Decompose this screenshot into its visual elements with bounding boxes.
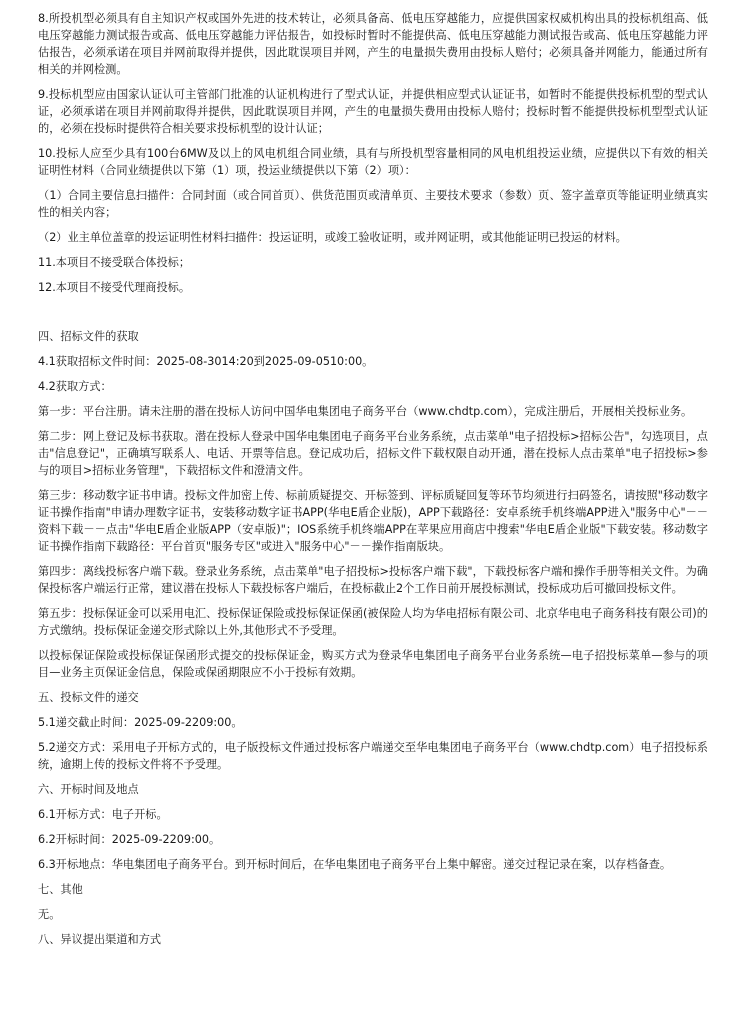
- section-4-step-5: 第五步：投标保证金可以采用电汇、投标保证保险或投标保证保函(被保险人均为华电招标有限公司、北京华电电子商务科技有限公司)的方式缴纳。投标保证金递交形式除以上外,其他形式不予受理。: [38, 607, 708, 637]
- section-5-item-2: 5.2递交方式：采用电子开标方式的，电子版投标文件通过投标客户端递交至华电集团电子商务平台（www.chdtp.com）电子招投标系统，逾期上传的投标文件将不予受理。: [38, 741, 708, 771]
- section-4-step-4: 第四步：离线投标客户端下载。登录业务系统，点击菜单"电子招投标>投标客户端下载"，下载投标客户端和操作手册等相关文件。为确保投标客户端运行正常，建议潜在投标人下载投标客户端后，在投标截止2个工作日前开展投标测试，投标成功后可撤回投标文件。: [38, 565, 708, 595]
- section-6-item-2: 6.2开标时间：2025-09-2209:00。: [38, 833, 221, 846]
- section-gap: [38, 304, 708, 328]
- section-6-item-1: 6.1开标方式：电子开标。: [38, 808, 168, 821]
- clause-10-item-2: （2）业主单位盖章的投运证明性材料扫描件：投运证明，或竣工验收证明，或并网证明，或其他能证明已投运的材料。: [38, 231, 627, 244]
- section-4-step-1: 第一步：平台注册。请未注册的潜在投标人访问中国华电集团电子商务平台（www.chdtp.com），完成注册后，开展相关投标业务。: [38, 405, 693, 418]
- section-4-step-2: 第二步：网上登记及标书获取。潜在投标人登录中国华电集团电子商务平台业务系统，点击菜单"电子招投标>招标公告"，勾选项目，点击"信息登记"，正确填写联系人、电话、开票等信息。登记成功后，招标文件下载权限自动开通，潜在投标人点击菜单"电子招投标>参与的项目>招标业务管理"，下载招标文件和澄清文件。: [38, 430, 708, 477]
- section-8-heading: 八、异议提出渠道和方式: [38, 933, 162, 946]
- section-4-item-1: 4.1获取招标文件时间：2025-08-3014:20到2025-09-0510:00。: [38, 355, 374, 368]
- clause-10-item-1: （1）合同主要信息扫描件：合同封面（或合同首页）、供货范围页或清单页、主要技术要求（参数）页、签字盖章页等能证明业绩真实性的相关内容；: [38, 189, 708, 219]
- section-4-step-3: 第三步：移动数字证书申请。投标文件加密上传、标前质疑提交、开标签到、评标质疑回复等环节均须进行扫码签名，请按照"移动数字证书操作指南"申请办理数字证书，安装移动数字证书APP(华电E盾企业版)，APP下载路径：安卓系统手机终端APP进入"服务中心"－－资料下载－－点击"华电E盾企业版APP（安卓版)"；IOS系统手机终端APP在苹果应用商店中搜索"华电E盾企业版"下载安装。移动数字证书操作指南下载路径：平台首页"服务专区"或进入"服务中心"－－操作指南版块。: [38, 489, 708, 553]
- section-5-item-1: 5.1递交截止时间：2025-09-2209:00。: [38, 716, 243, 729]
- clause-12: 12.本项目不接受代理商投标。: [38, 281, 191, 294]
- clause-8: 8.所投机型必须具有自主知识产权或国外先进的技术转让，必须具备高、低电压穿越能力，应提供国家权威机构出具的投标机组高、低电压穿越能力测试报告或高、低电压穿越能力评估报告，如投标时暂时不能提供高、低电压穿越能力测试报告或高、低电压穿越能力评估报告，必须承诺在项目并网前取得并提供，因此耽误项目并网，产生的电量损失费用由投标人赔付；必须具备并网能力，能通过所有相关的并网检测。: [38, 12, 708, 76]
- section-5-heading: 五、投标文件的递交: [38, 691, 139, 704]
- section-4-guarantee-note: 以投标保证保险或投标保证保函形式提交的投标保证金，购买方式为登录华电集团电子商务平台业务系统—电子招投标菜单—参与的项目—业务主页保证金信息，保险或保函期限应不小于投标有效期。: [38, 649, 708, 679]
- section-6-heading: 六、开标时间及地点: [38, 783, 139, 796]
- section-6-item-3: 6.3开标地点：华电集团电子商务平台。到开标时间后，在华电集团电子商务平台上集中解密。递交过程记录在案，以存档备查。: [38, 858, 672, 871]
- section-4-heading: 四、招标文件的获取: [38, 330, 139, 343]
- clause-10: 10.投标人应至少具有100台6MW及以上的风电机组合同业绩，具有与所投机型容量相同的风电机组投运业绩，应提供以下有效的相关证明性材料（合同业绩提供以下第（1）项，投运业绩提供以下第（2）项）：: [38, 147, 708, 177]
- clause-11: 11.本项目不接受联合体投标；: [38, 256, 191, 269]
- section-7-item-1: 无。: [38, 908, 61, 921]
- clause-9: 9.投标机型应由国家认证认可主管部门批准的认证机构进行了型式认证，并提供相应型式认证证书，如暂时不能提供投标机型的型式认证，必须承诺在项目并网前取得并提供，因此耽误项目并网，产生的电量损失费用由投标人赔付；投标时暂不能提供投标机型型式认证的，必须在投标时提供符合相关要求投标机型的设计认证；: [38, 88, 708, 135]
- section-4-item-2: 4.2获取方式：: [38, 380, 112, 393]
- section-7-heading: 七、其他: [38, 883, 83, 896]
